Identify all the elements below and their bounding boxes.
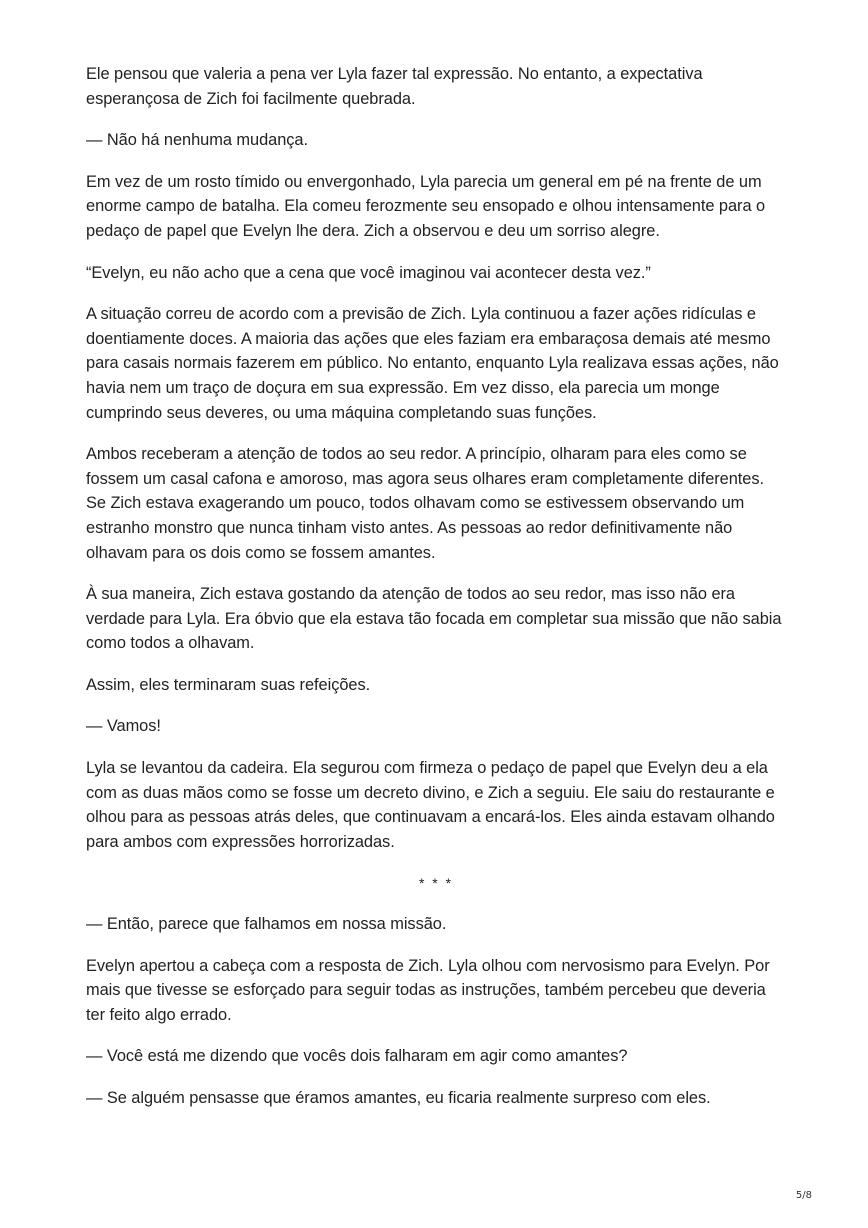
paragraph: “Evelyn, eu não acho que a cena que você imaginou vai acontecer desta vez.”: [86, 263, 651, 282]
paragraph: À sua maneira, Zich estava gostando da atenção de todos ao seu redor, mas isso não era verdade para Lyla. Era óbvio que ela estava tão focada em completar sua missão que não sabia como todos a olhavam.: [86, 585, 782, 653]
scene-separator: * * *: [418, 875, 454, 892]
paragraph: — Não há nenhuma mudança.: [86, 131, 308, 150]
paragraph: — Se alguém pensasse que éramos amantes, eu ficaria realmente surpreso com eles.: [86, 1089, 711, 1107]
document-body: [86, 62, 786, 1128]
paragraph: A situação correu de acordo com a previsão de Zich. Lyla continuou a fazer ações ridículas e doentiamente doces. A maioria das ações que eles faziam era embaraçosa demais até mesmo para casais normais fazerem em público. No entanto, enquanto Lyla realizava essas ações, não havia nem um traço de doçura em sua expressão. Em vez disso, ela parecia um monge cumprindo seus deveres, ou uma máquina completando suas funções.: [86, 305, 779, 422]
paragraph: Assim, eles terminaram suas refeições.: [86, 675, 371, 694]
paragraph: — Então, parece que falhamos em nossa missão.: [86, 915, 447, 934]
page-number: 5/8: [795, 1190, 812, 1201]
paragraph: Lyla se levantou da cadeira. Ela segurou com firmeza o pedaço de papel que Evelyn deu a ela com as duas mãos como se fosse um decreto divino, e Zich a seguiu. Ele saiu do restaurante e olhou para as pessoas atrás deles, que continuavam a encará-los. Eles ainda estavam olhando para ambos com expressões horrorizadas.: [86, 759, 775, 851]
paragraph: — Vamos!: [86, 717, 161, 736]
paragraph: Em vez de um rosto tímido ou envergonhado, Lyla parecia um general em pé na frente de um enorme campo de batalha. Ela comeu ferozmente seu ensopado e olhou intensamente para o pedaço de papel que Evelyn lhe dera. Zich a observou e deu um sorriso alegre.: [86, 172, 766, 240]
paragraph: Ambos receberam a atenção de todos ao seu redor. A princípio, olharam para eles como se fossem um casal cafona e amoroso, mas agora seus olhares eram completamente diferentes. Se Zich estava exagerando um pouco, todos olhavam como se estivessem observando um estranho monstro que nunca tinham visto antes. As pessoas ao redor definitivamente não olhavam para os dois como se fossem amantes.: [86, 445, 765, 562]
paragraph: Evelyn apertou a cabeça com a resposta de Zich. Lyla olhou com nervosismo para Evelyn. Por mais que tivesse se esforçado para seguir todas as instruções, também percebeu que deveria ter feito algo errado.: [86, 956, 770, 1024]
paragraph: — Você está me dizendo que vocês dois falharam em agir como amantes?: [86, 1047, 628, 1066]
paragraph: Ele pensou que valeria a pena ver Lyla fazer tal expressão. No entanto, a expectativa esperançosa de Zich foi facilmente quebrada.: [86, 65, 703, 108]
